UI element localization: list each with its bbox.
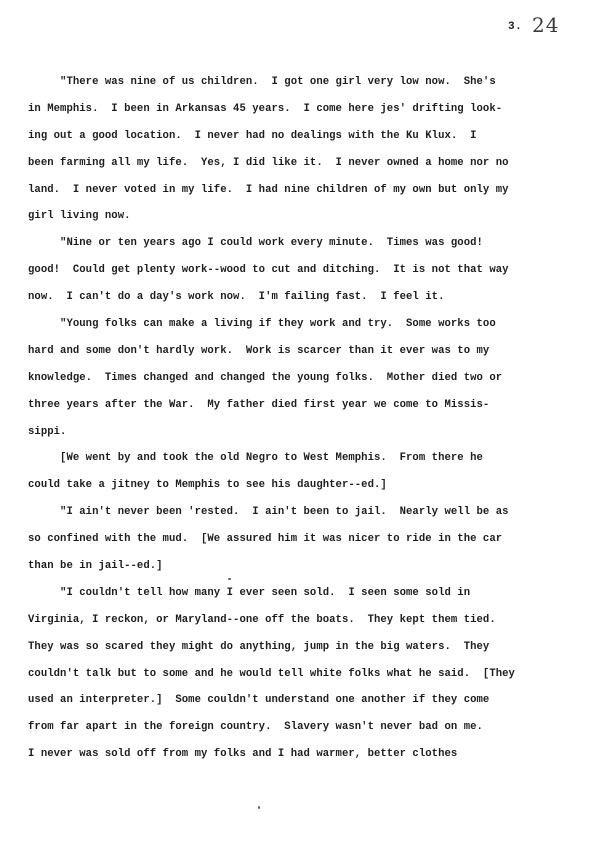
narrative-text (28, 69, 588, 768)
page-number: 3. (508, 21, 523, 33)
text-line: [We went by and took the old Negro to West Memphis. From there he (28, 452, 483, 465)
text-line: "I couldn't tell how many I ever seen sold. I seen some sold in (28, 586, 471, 599)
text-line: ing out a good location. I never had no dealings with the Ku Klux. I (28, 129, 477, 142)
text-line: from far apart in the foreign country. Slavery wasn't never bad on me. (28, 721, 483, 734)
text-line: Virginia, I reckon, or Maryland--one off the boats. They kept them tied. (28, 613, 496, 626)
text-line: "Nine or ten years ago I could work every minute. Times was good! (28, 237, 483, 250)
text-line: used an interpreter.] Some couldn't understand one another if they come (28, 694, 490, 707)
text-line: in Memphis. I been in Arkansas 45 years. I come here jes' drifting look- (28, 102, 503, 115)
text-line: than be in jail--ed.] (28, 560, 163, 573)
text-line: now. I can't do a day's work now. I'm failing fast. I feel it. (28, 291, 445, 304)
text-line: sippi. (28, 425, 67, 438)
text-line: I never was sold off from my folks and I had warmer, better clothes (28, 748, 458, 761)
handwritten-page-number: 24 (532, 13, 560, 37)
text-line: hard and some don't hardly work. Work is scarcer than it ever was to my (28, 344, 490, 357)
text-line: could take a jitney to Memphis to see his daughter--ed.] (28, 479, 387, 492)
text-line: girl living now. (28, 210, 131, 223)
text-line: They was so scared they might do anything, jump in the big waters. They (28, 640, 490, 653)
text-line: good! Could get plenty work--wood to cut and ditching. It is not that way (28, 264, 509, 277)
text-line: so confined with the mud. [We assured him it was nicer to ride in the car (28, 533, 503, 546)
text-line: three years after the War. My father died first year we come to Missis- (28, 398, 490, 411)
text-line: couldn't talk but to some and he would tell white folks what he said. [They (28, 667, 515, 680)
text-line: land. I never voted in my life. I had nine children of my own but only my (28, 183, 509, 196)
text-line: knowledge. Times changed and changed the young folks. Mother died two or (28, 371, 503, 384)
text-line: "There was nine of us children. I got one girl very low now. She's (28, 76, 496, 88)
text-line: "Young folks can make a living if they work and try. Some works too (28, 318, 496, 331)
ink-speck (258, 806, 260, 809)
text-line: been farming all my life. Yes, I did like it. I never owned a home nor no (28, 156, 509, 169)
text-line: "I ain't never been 'rested. I ain't been to jail. Nearly well be as (28, 506, 509, 519)
ink-speck (228, 578, 231, 580)
